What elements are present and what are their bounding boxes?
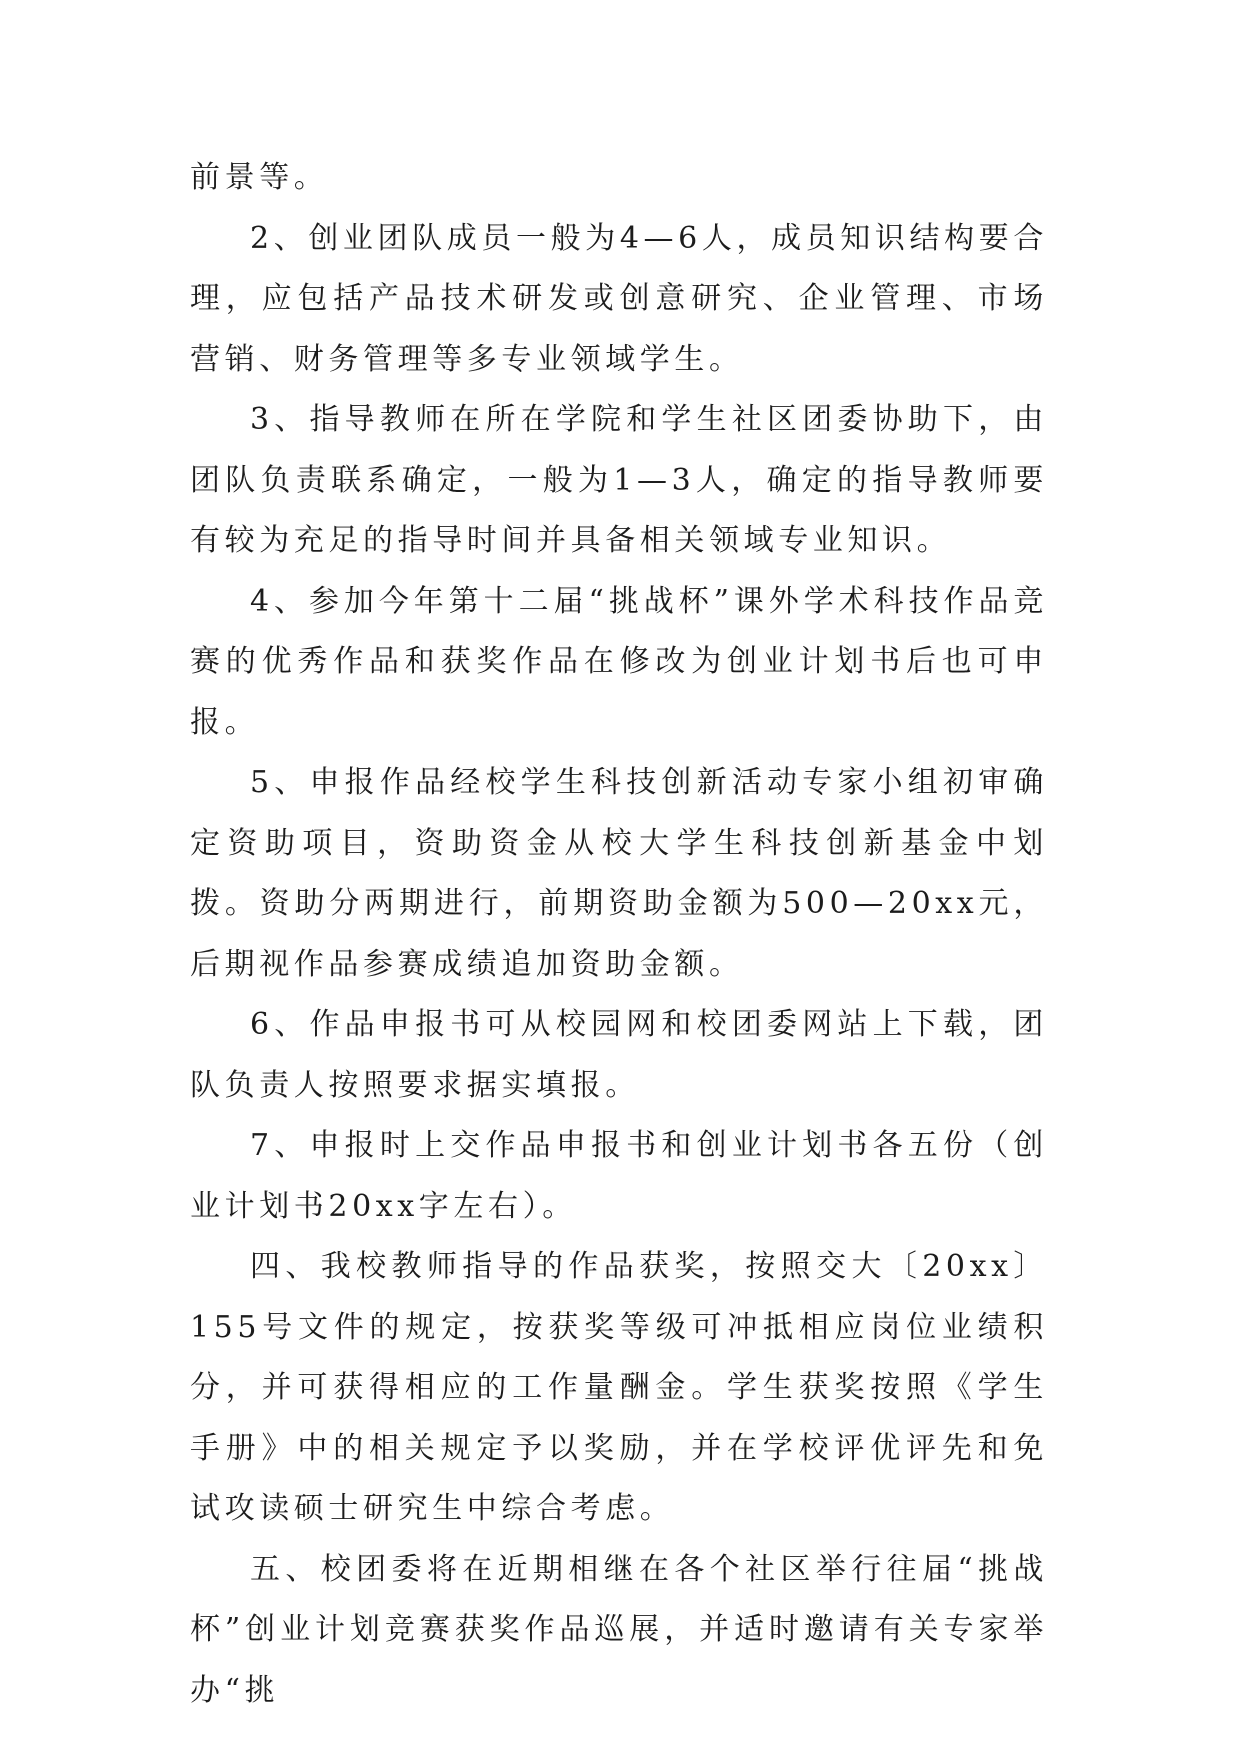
paragraph-advisors: 3、指导教师在所在学院和学生社区团委协助下，由团队负责联系确定，一般为1—3人，确定的指导教师要有较为充足的指导时间并具备相关领域专业知识。 <box>190 402 1048 558</box>
paragraph-continued: 前景等。 <box>190 160 329 195</box>
paragraph-awards: 四、我校教师指导的作品获奖，按照交大〔20xx〕155号文件的规定，按获奖等级可冲抵相应岗位业绩积分，并可获得相应的工作量酬金。学生获奖按照《学生手册》中的相关规定予以奖励，并在学校评优评先和免试攻读硕士研究生中综合考虑。 <box>190 1249 1048 1526</box>
paragraph-funding: 5、申报作品经校学生科技创新活动专家小组初审确定资助项目，资助资金从校大学生科技创新基金中划拨。资助分两期进行，前期资助金额为500—20xx元，后期视作品参赛成绩追加资助金额。 <box>190 765 1048 982</box>
paragraph-application-form: 6、作品申报书可从校园网和校团委网站上下载，团队负责人按照要求据实填报。 <box>190 1007 1048 1103</box>
paragraph-submission: 7、申报时上交作品申报书和创业计划书各五份（创业计划书20xx字左右）。 <box>190 1128 1048 1224</box>
paragraph-exhibition: 五、校团委将在近期相继在各个社区举行往届“挑战杯”创业计划竞赛获奖作品巡展，并适时邀请有关专家举办“挑 <box>190 1551 1048 1708</box>
document-body <box>190 148 1048 1721</box>
paragraph-challenge-cup: 4、参加今年第十二届“挑战杯”课外学术科技作品竞赛的优秀作品和获奖作品在修改为创业计划书后也可申报。 <box>190 583 1048 740</box>
paragraph-team-members: 2、创业团队成员一般为4—6人，成员知识结构要合理，应包括产品技术研发或创意研究、企业管理、市场营销、财务管理等多专业领域学生。 <box>190 220 1048 377</box>
